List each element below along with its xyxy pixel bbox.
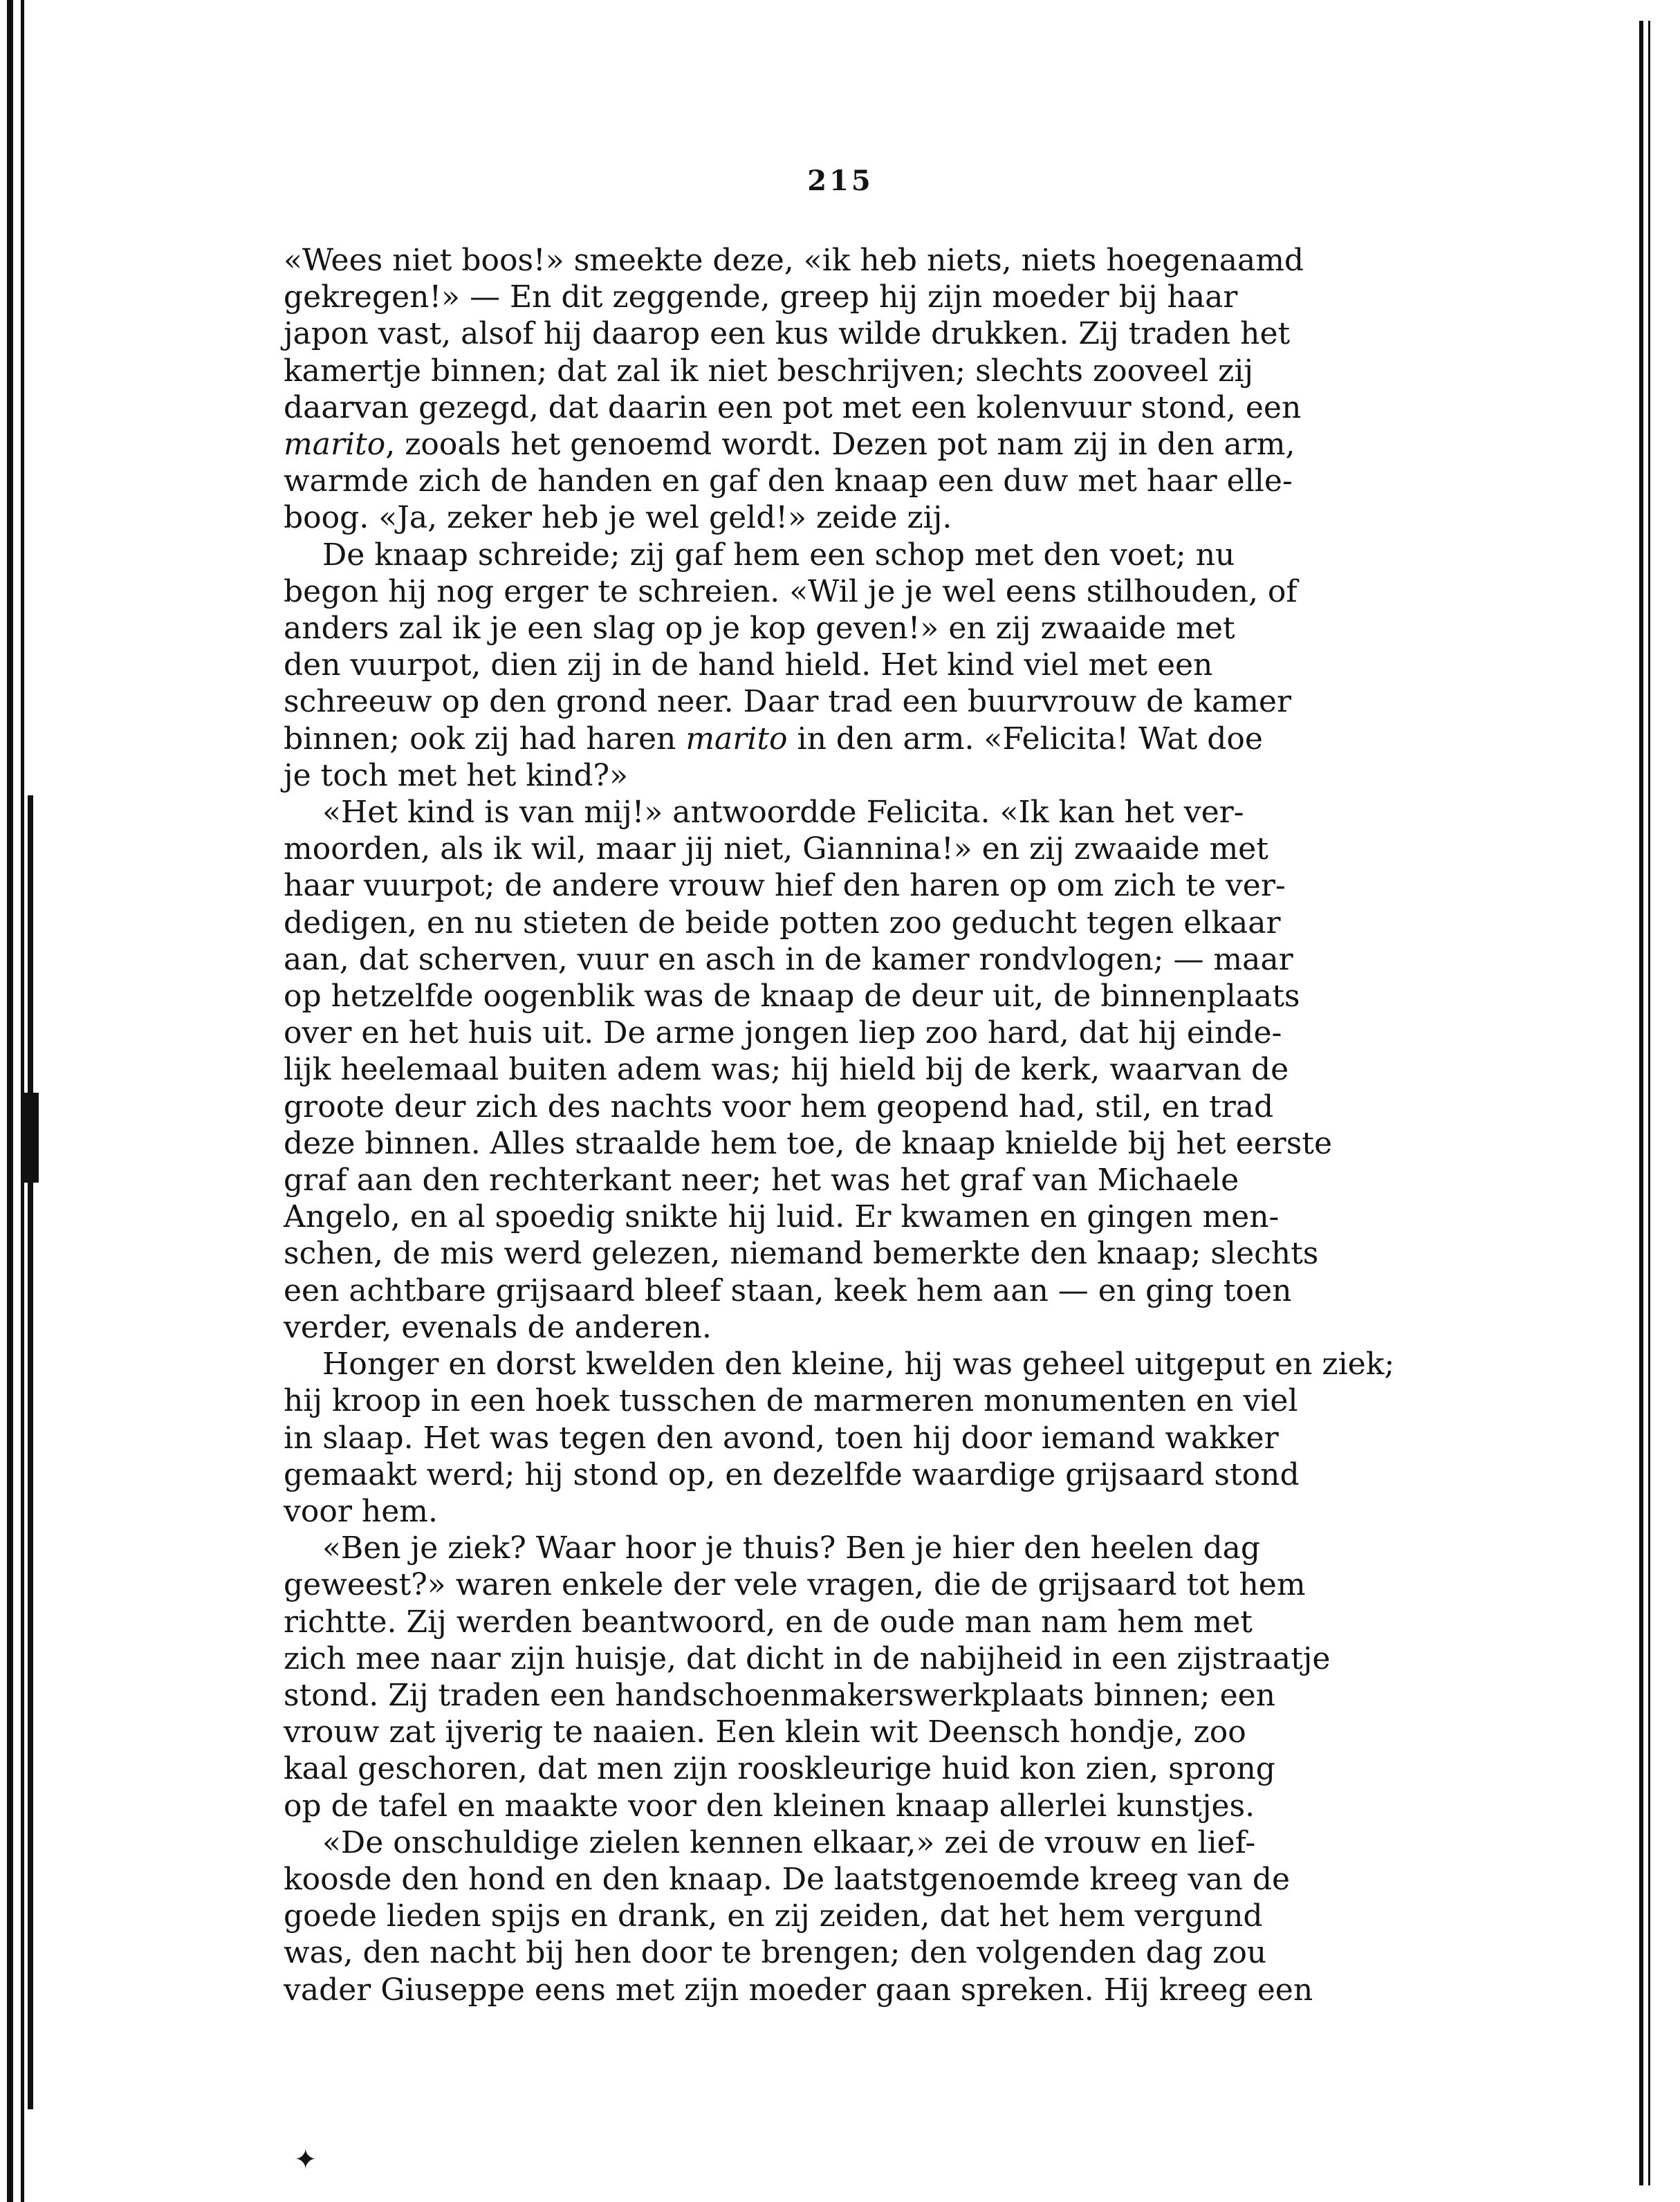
- text-line: warmde zich de handen en gaf den knaap een duw met haar elle-: [284, 463, 1293, 499]
- text-line: Angelo, en al spoedig snikte hij luid. Er kwamen en gingen men-: [284, 1199, 1280, 1235]
- text-line: binnen; ook zij had haren marito in den arm. «Felicita! Wat doe: [284, 721, 1263, 757]
- text-line: graf aan den rechterkant neer; het was het graf van Michaele: [284, 1163, 1239, 1199]
- text-line: vader Giuseppe eens met zijn moeder gaan spreken. Hij kreeg een: [284, 1972, 1313, 2008]
- text-line: groote deur zich des nachts voor hem geopend had, stil, en trad: [284, 1089, 1274, 1125]
- text-line: moorden, als ik wil, maar jij niet, Giannina!» en zij zwaaide met: [284, 831, 1268, 867]
- text-line: koosde den hond en den knaap. De laatstgenoemde kreeg van de: [284, 1861, 1291, 1897]
- text-line: dedigen, en nu stieten de beide potten zoo geducht tegen elkaar: [284, 905, 1281, 941]
- text-line: daarvan gezegd, dat daarin een pot met een kolenvuur stond, een: [284, 389, 1302, 425]
- text-line: «Het kind is van mij!» antwoordde Felicita. «Ik kan het ver-: [322, 795, 1244, 831]
- paragraph: [284, 537, 1392, 794]
- page-number: 215: [807, 165, 874, 197]
- text-line: «Wees niet boos!» smeekte deze, «ik heb niets, niets hoegenaamd: [284, 243, 1304, 278]
- text-line: voor hem.: [284, 1493, 438, 1529]
- text-line: deze binnen. Alles straalde hem toe, de knaap knielde bij het eerste: [284, 1125, 1333, 1161]
- text-line: lijk heelemaal buiten adem was; hij hield bij de kerk, waarvan de: [284, 1052, 1289, 1088]
- paragraph: [284, 794, 1392, 1346]
- text-line: anders zal ik je een slag op je kop geven!» en zij zwaaide met: [284, 611, 1235, 647]
- body-text: [284, 242, 1395, 2008]
- text-line: hij kroop in een hoek tusschen de marmeren monumenten en viel: [284, 1383, 1298, 1419]
- text-line: goede lieden spijs en drank, en zij zeiden, dat het hem vergund: [284, 1898, 1263, 1934]
- text-line: «De onschuldige zielen kennen elkaar,» zei de vrouw en lief-: [322, 1824, 1256, 1860]
- text-line: den vuurpot, dien zij in de hand hield. Het kind viel met een: [284, 647, 1213, 683]
- text-line: marito, zooals het genoemd wordt. Dezen pot nam zij in den arm,: [284, 427, 1295, 463]
- paragraph: [284, 1346, 1395, 1530]
- text-line: verder, evenals de anderen.: [284, 1309, 712, 1345]
- text-line: kaal geschoren, dat men zijn rooskleurige huid kon zien, sprong: [284, 1751, 1275, 1787]
- text-line: op hetzelfde oogenblik was de knaap de deur uit, de binnenplaats: [284, 979, 1300, 1015]
- italic-word: marito: [685, 721, 788, 757]
- paragraph: [284, 1824, 1392, 2008]
- text-line: haar vuurpot; de andere vrouw hief den haren op om zich te ver-: [284, 868, 1286, 904]
- text-line: Honger en dorst kwelden den kleine, hij was geheel uitgeput en ziek;: [322, 1347, 1395, 1382]
- text-line: richtte. Zij werden beantwoord, en de oude man nam hem met: [284, 1604, 1253, 1640]
- left-binding-shadow: [28, 795, 33, 2109]
- text-line: stond. Zij traden een handschoenmakerswerkplaats binnen; een: [284, 1677, 1276, 1713]
- text-line: kamertje binnen; dat zal ik niet beschrijven; slechts zooveel zij: [284, 353, 1254, 389]
- text-line: gemaakt werd; hij stond op, en dezelfde waardige grijsaard stond: [284, 1456, 1300, 1492]
- text-line: vrouw zat ijverig te naaien. Een klein wit Deensch hondje, zoo: [284, 1714, 1246, 1750]
- text-line: schen, de mis werd gelezen, niemand bemerkte den knaap; slechts: [284, 1236, 1319, 1272]
- text-line: je toch met het kind?»: [284, 757, 629, 793]
- right-binding-edge: [1639, 21, 1643, 2185]
- italic-word: marito: [284, 427, 386, 463]
- left-binding-mark: [24, 1093, 39, 1183]
- text-line: zich mee naar zijn huisje, dat dicht in de nabijheid in een zijstraatje: [284, 1640, 1331, 1676]
- text-line: «Ben je ziek? Waar hoor je thuis? Ben je hier den heelen dag: [322, 1530, 1261, 1566]
- paragraph: [284, 242, 1392, 537]
- text-line: geweest?» waren enkele der vele vragen, die de grijsaard tot hem: [284, 1567, 1306, 1603]
- text-line: over en het huis uit. De arme jongen liep zoo hard, dat hij einde-: [284, 1015, 1282, 1051]
- text-line: op de tafel en maakte voor den kleinen knaap allerlei kunstjes.: [284, 1788, 1255, 1824]
- right-binding-edge-inner: [1648, 21, 1650, 2185]
- text-line: een achtbare grijsaard bleef staan, keek hem aan — en ging toen: [284, 1273, 1292, 1308]
- text-line: gekregen!» — En dit zeggende, greep hij zijn moeder bij haar: [284, 279, 1238, 315]
- text-line: in slaap. Het was tegen den avond, toen hij door iemand wakker: [284, 1420, 1279, 1456]
- text-line: japon vast, alsof hij daarop een kus wilde drukken. Zij traden het: [284, 316, 1291, 352]
- text-line: aan, dat scherven, vuur en asch in de kamer rondvlogen; — maar: [284, 941, 1293, 977]
- text-line: was, den nacht bij hen door te brengen; den volgenden dag zou: [284, 1935, 1267, 1971]
- text-line: schreeuw op den grond neer. Daar trad een buurvrouw de kamer: [284, 684, 1291, 720]
- text-line: begon hij nog erger te schreien. «Wil je je wel eens stilhouden, of: [284, 573, 1298, 609]
- text-line: boog. «Ja, zeker heb je wel geld!» zeide zij.: [284, 500, 952, 536]
- left-binding-edge: [7, 0, 13, 2202]
- text-line: De knaap schreide; zij gaf hem een schop met den voet; nu: [322, 537, 1235, 573]
- paragraph: [284, 1530, 1392, 1824]
- footer-mark: ✦: [294, 2144, 317, 2176]
